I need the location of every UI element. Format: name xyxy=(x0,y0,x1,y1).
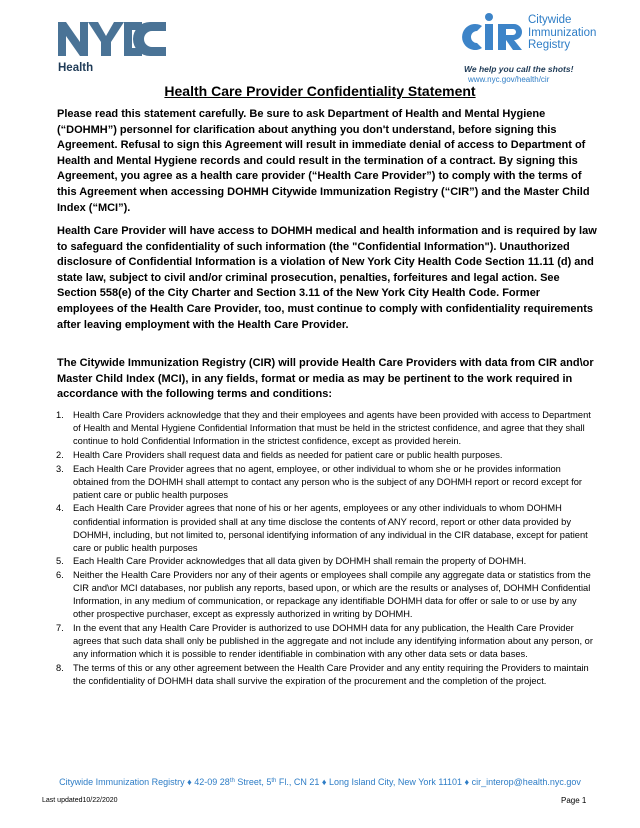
cir-name-line: Immunization xyxy=(528,26,597,39)
term-number: 7. xyxy=(56,623,64,634)
last-updated: Last updated10/22/2020 xyxy=(42,797,118,804)
term-text: Each Health Care Provider acknowledges that all data given by DOHMH shall remain the property of DOHMH. xyxy=(73,556,527,567)
document-title: Health Care Provider Confidentiality Statement xyxy=(164,83,476,99)
term-item xyxy=(53,622,593,661)
term-number: 8. xyxy=(56,662,64,673)
term-text: In the event that any Health Care Provider is authorized to use DOHMH data for any publication, the Health Care Provider agrees that such data shall only be published in the aggregate and not include any identifying information about any person, or any information which it is possible to render identifiable in combination with any other data sets or data bases. xyxy=(73,623,593,660)
footer-street: Street, 5 xyxy=(234,777,272,787)
term-item xyxy=(53,463,593,502)
cir-tagline: We help you call the shots! xyxy=(464,64,574,74)
terms-intro-paragraph: The Citywide Immunization Registry (CIR) will provide Health Care Providers with data from CIR and\or Master Child Index (MCI), in any fields, format or media as may be pertinent to the work required in accordance with the following terms and conditions: xyxy=(57,357,594,401)
term-text: Each Health Care Provider agrees that no agent, employee, or other individual to whom she or he provides information obtained from the DOHMH shall attempt to contact any person who is the subject of any DOHMH report or record except for patient care or public health purposes xyxy=(73,463,582,500)
term-text: The terms of this or any other agreement between the Health Care Provider and any entity requiring the Providers to maintain the confidentiality of DOHMH data shall survive the expiration of the procurement and the completion of the project. xyxy=(73,662,589,687)
cir-logo xyxy=(452,12,622,84)
footer-sup: th xyxy=(271,778,277,784)
page-number: Page 1 xyxy=(561,796,587,805)
term-item xyxy=(53,502,593,554)
term-number: 1. xyxy=(56,410,64,420)
term-item xyxy=(53,409,593,448)
confidentiality-paragraph: Health Care Provider will have access to DOHMH medical and health information and is required by law to safeguard the confidentiality of such information (the "Confidential Information"). Unauthorized disclosure of Confidential Information is a violation of New York City Health Code Section 11.11 (d) and state law, subject to civil and/or criminal prosecution, penalties, forfeitures and legal action. See Section 558(e) of the City Charter and Section 3.11 of the New York City Health Code. Former employees of the Health Care Provider, too, must continue to comply with confidentiality requirements after leaving employment with the Health Care Provider. xyxy=(57,225,597,331)
footer-addr: Fl., CN 21 ♦ Long Island City, New York 11101 ♦ cir_interop@health.nyc.gov xyxy=(276,777,581,787)
term-item xyxy=(53,555,593,568)
cir-name-line: Registry xyxy=(528,39,571,51)
term-number: 6. xyxy=(56,570,64,581)
term-number: 2. xyxy=(56,449,64,460)
term-text: Health Care Providers shall request data and fields as needed for patient care or public health purposes. xyxy=(73,449,503,460)
cir-url-link[interactable]: www.nyc.gov/health/cir xyxy=(468,75,550,84)
term-number: 3. xyxy=(56,463,64,474)
term-item xyxy=(53,569,593,621)
cir-name-line: Citywide xyxy=(528,14,572,26)
term-item xyxy=(53,449,593,462)
term-number: 4. xyxy=(56,503,64,514)
footer-sup: th xyxy=(229,778,235,784)
term-text: Neither the Health Care Providers nor any of their agents or employees shall compile any aggregate data or statistics from the CIR and\or MCI databases, nor publish any reports, based upon, or which are the results or analyses of, DOHMH Confidential Information, in any medium of communication, or repackage any identifiable DOHMH data for offer or sale to or use by any other prospective purchaser, except as expressly authorized in writing by DOHMH. xyxy=(73,570,591,620)
term-item xyxy=(53,662,593,688)
term-text: Health Care Providers acknowledge that they and their employees and agents have been provided with access to Department of Health and Mental Hygiene Confidential Information that must be held in the strictest confidence, and agree that they shall continue to hold Confidential Information in the strictest confidence, except as provided herein. xyxy=(73,410,591,447)
term-text: Each Health Care Provider agrees that none of his or her agents, employees or any other individuals to whom DOHMH confidential information is provided shall at any time disclose the contents of ANY record, report or other data provided by DOHMH, including, but not limited to, personal identifying information of any individual in the CIR database, except for patient care or public health purposes xyxy=(73,503,588,553)
footer-address xyxy=(0,777,640,787)
intro-paragraph: Please read this statement carefully. Be sure to ask Department of Health and Mental Hygiene (“DOHMH”) personnel for clarification about anything you don't understand, before signing this Agreement. Refusal to sign this Agreement will result in immediate denial of access to Department of Health and Mental Hygiene records and could result in the termination of a contract. By signing this Agreement, you agree as a health care provider (“Health Care Provider”) to comply with the terms of this Agreement when accessing DOHMH Citywide Immunization Registry (“CIR”) and the Master Child Index (“MCI”). xyxy=(57,108,590,214)
term-number: 5. xyxy=(56,556,64,567)
cir-name xyxy=(528,14,596,52)
cir-mark-icon xyxy=(452,12,532,60)
footer-org: Citywide Immunization Registry ♦ 42-09 28 xyxy=(59,777,230,787)
nyc-wordmark xyxy=(58,22,170,56)
health-label: Health xyxy=(58,62,94,74)
terms-list xyxy=(53,409,593,689)
